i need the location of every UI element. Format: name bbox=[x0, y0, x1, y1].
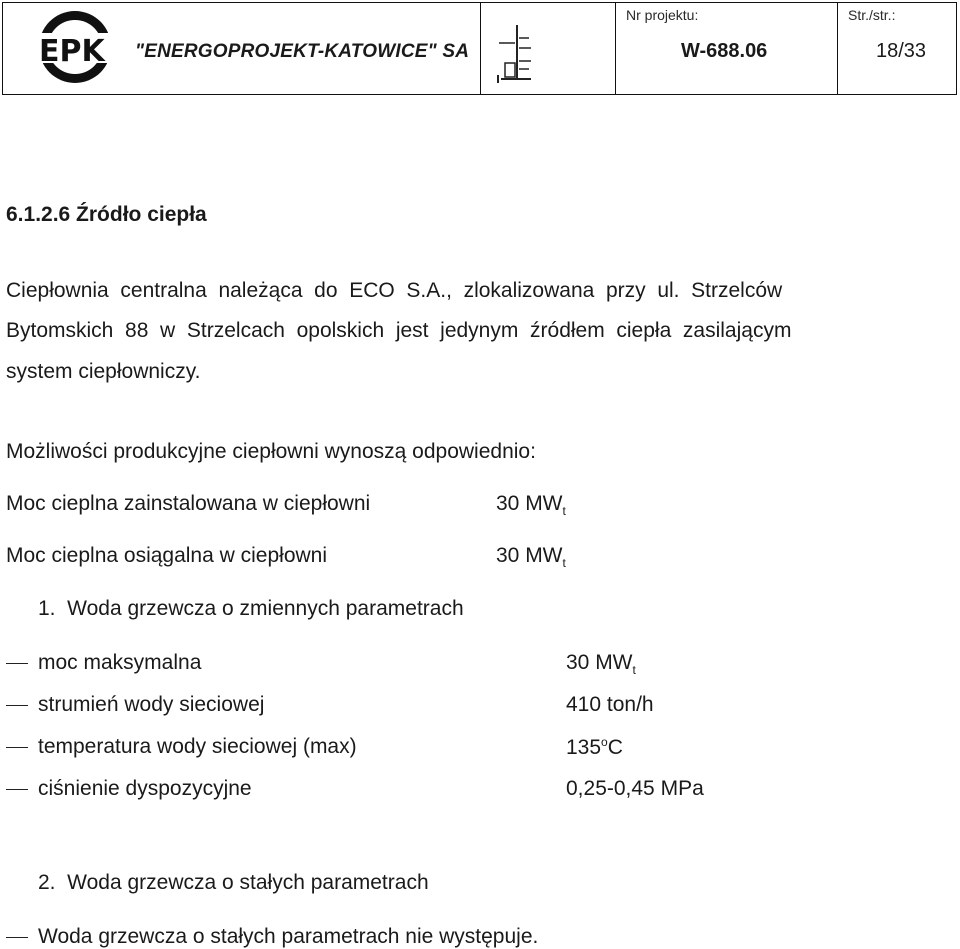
company-name: "ENERGOPROJEKT-KATOWICE" SA bbox=[135, 41, 470, 62]
dash-bullet bbox=[6, 937, 28, 938]
project-number: W-688.06 bbox=[681, 40, 768, 62]
capacity-value: 30 $MW_t$ bbox=[496, 544, 566, 571]
project-label: Nr projektu: bbox=[626, 7, 699, 23]
capacity-value: 30 $MW_t$ bbox=[496, 492, 566, 519]
list1-value: 0,25-0,45 MPa bbox=[566, 777, 704, 800]
dash-bullet bbox=[6, 663, 28, 664]
dash-bullet bbox=[6, 747, 28, 748]
list1-value: 135$^o$C bbox=[566, 735, 623, 759]
page-cell bbox=[838, 3, 958, 94]
list2-label: Woda grzewcza o stałych parametrach nie występuje. bbox=[38, 925, 539, 948]
capacity-label: Moc cieplna osiągalna w ciepłowni bbox=[6, 544, 328, 567]
list1-value: 30 $MW_t$ bbox=[566, 651, 636, 678]
mark-cell bbox=[481, 3, 616, 94]
epk-logo-icon bbox=[3, 3, 121, 93]
document-header bbox=[2, 2, 957, 95]
list1-label: strumień wody sieciowej bbox=[38, 693, 265, 716]
intro-line: system ciepłowniczy. bbox=[6, 360, 201, 383]
dash-bullet bbox=[6, 705, 28, 706]
capacity-intro: Możliwości produkcyjne ciepłowni wynoszą odpowiednio: bbox=[6, 440, 536, 463]
list2-title: 2. Woda grzewcza o stałych parametrach bbox=[38, 871, 429, 894]
intro-line: Ciepłownia centralna należąca do ECO S.A., zlokalizowana przy ul. Strzelców bbox=[6, 279, 783, 302]
company-cell bbox=[121, 3, 481, 94]
page-number: 18/33 bbox=[876, 40, 927, 62]
dash-bullet bbox=[6, 789, 28, 790]
capacity-label: Moc cieplna zainstalowana w ciepłowni bbox=[6, 492, 371, 515]
tower-mark-icon bbox=[481, 3, 616, 93]
logo-cell bbox=[3, 3, 121, 94]
list1-label: temperatura wody sieciowej (max) bbox=[38, 735, 357, 758]
list1-value: 410 ton/h bbox=[566, 693, 654, 716]
intro-line: Bytomskich 88 w Strzelcach opolskich jest jedynym źródłem ciepła zasilającym bbox=[6, 319, 792, 342]
logo-text: EPK bbox=[39, 34, 105, 69]
section-heading: 6.1.2.6 Źródło ciepła bbox=[6, 203, 207, 226]
list1-label: ciśnienie dyspozycyjne bbox=[38, 777, 252, 800]
list1-label: moc maksymalna bbox=[38, 651, 202, 674]
list1-title: 1. Woda grzewcza o zmiennych parametrach bbox=[38, 597, 464, 620]
project-cell bbox=[616, 3, 838, 94]
page-label: Str./str.: bbox=[848, 7, 896, 23]
